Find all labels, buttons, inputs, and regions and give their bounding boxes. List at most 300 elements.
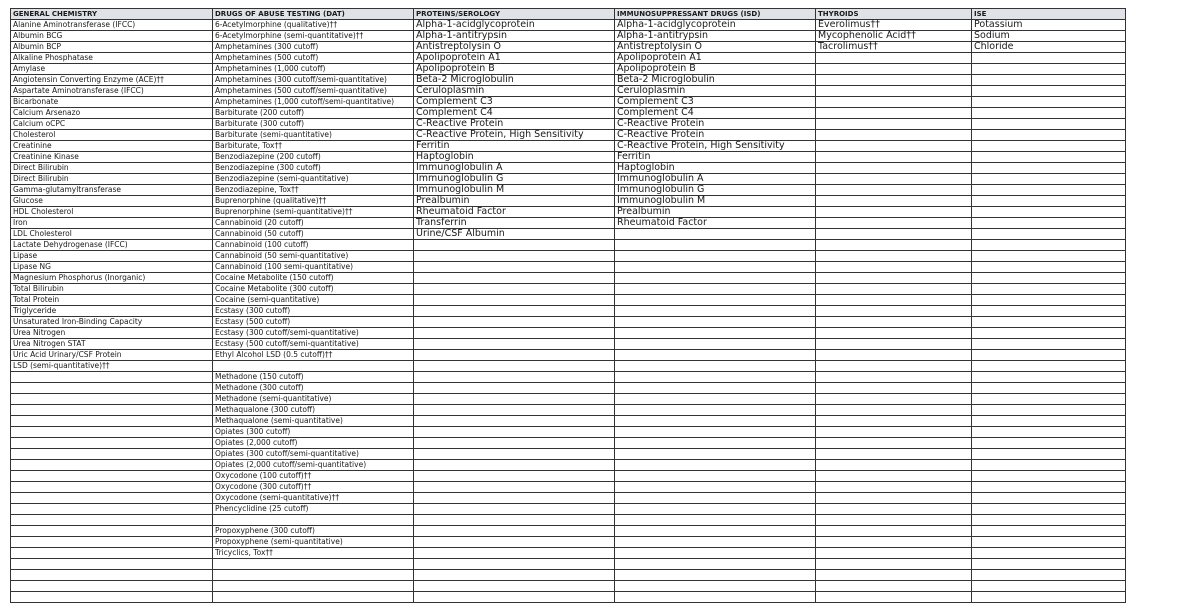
- table-cell: Tricyclics, Tox††: [213, 548, 414, 559]
- table-row: [11, 339, 1126, 350]
- table-cell: LSD (semi-quantitative)††: [11, 361, 213, 372]
- table-cell: [972, 196, 1126, 207]
- table-cell: Oxycodone (100 cutoff)††: [213, 471, 414, 482]
- table-cell: Opiates (2,000 cutoff): [213, 438, 414, 449]
- table-row: [11, 196, 1126, 207]
- table-cell: [615, 471, 816, 482]
- table-cell: [615, 295, 816, 306]
- table-cell: Tacrolimus††: [816, 42, 972, 53]
- table-cell: [816, 207, 972, 218]
- table-cell: [213, 515, 414, 526]
- table-cell: Alpha-1-acidglycoprotein: [615, 20, 816, 31]
- table-cell: Ceruloplasmin: [615, 86, 816, 97]
- table-cell: Mycophenolic Acid††: [816, 31, 972, 42]
- table-row: [11, 262, 1126, 273]
- table-row: [11, 559, 1126, 570]
- table-row: [11, 31, 1126, 42]
- table-row: [11, 427, 1126, 438]
- table-cell: [972, 141, 1126, 152]
- table-body: [11, 20, 1126, 603]
- table-cell: [414, 526, 615, 537]
- table-cell: [972, 471, 1126, 482]
- table-cell: [816, 108, 972, 119]
- table-cell: [615, 548, 816, 559]
- table-cell: [615, 229, 816, 240]
- table-cell: [972, 460, 1126, 471]
- table-cell: [816, 526, 972, 537]
- table-cell: Beta-2 Microglobulin: [615, 75, 816, 86]
- table-cell: [972, 284, 1126, 295]
- table-cell: Benzodiazepine (200 cutoff): [213, 152, 414, 163]
- header-row: [11, 9, 1126, 20]
- table-cell: [414, 592, 615, 603]
- table-cell: [972, 581, 1126, 592]
- table-row: [11, 108, 1126, 119]
- table-cell: [972, 493, 1126, 504]
- table-row: [11, 526, 1126, 537]
- table-cell: [414, 295, 615, 306]
- table-row: [11, 581, 1126, 592]
- table-row: [11, 75, 1126, 86]
- table-cell: [615, 273, 816, 284]
- table-cell: Cholesterol: [11, 130, 213, 141]
- table-cell: [414, 405, 615, 416]
- table-cell: [816, 482, 972, 493]
- table-cell: Immunoglobulin G: [414, 174, 615, 185]
- table-row: [11, 207, 1126, 218]
- table-cell: Propoxyphene (semi-quantitative): [213, 537, 414, 548]
- table-cell: [816, 295, 972, 306]
- table-cell: [414, 361, 615, 372]
- table-cell: Buprenorphine (semi-quantitative)††: [213, 207, 414, 218]
- table-cell: [972, 163, 1126, 174]
- table-cell: [11, 570, 213, 581]
- table-cell: Beta-2 Microglobulin: [414, 75, 615, 86]
- table-cell: Ceruloplasmin: [414, 86, 615, 97]
- table-cell: [816, 251, 972, 262]
- table-cell: Immunoglobulin M: [615, 196, 816, 207]
- table-cell: Lipase: [11, 251, 213, 262]
- table-cell: Direct Bilirubin: [11, 174, 213, 185]
- table-cell: [816, 493, 972, 504]
- table-cell: [816, 548, 972, 559]
- table-row: [11, 64, 1126, 75]
- table-cell: [972, 251, 1126, 262]
- table-row: [11, 383, 1126, 394]
- table-cell: Amphetamines (500 cutoff): [213, 53, 414, 64]
- table-cell: Uric Acid Urinary/CSF Protein: [11, 350, 213, 361]
- table-cell: Ethyl Alcohol LSD (0.5 cutoff)††: [213, 350, 414, 361]
- table-cell: [816, 405, 972, 416]
- table-cell: Benzodiazepine, Tox††: [213, 185, 414, 196]
- table-cell: [615, 262, 816, 273]
- table-cell: [816, 229, 972, 240]
- table-cell: Ecstasy (500 cutoff/semi-quantitative): [213, 339, 414, 350]
- column-header-general-chemistry: GENERAL CHEMISTRY: [11, 9, 213, 20]
- table-cell: [615, 460, 816, 471]
- table-cell: [816, 570, 972, 581]
- table-cell: Apolipoprotein A1: [615, 53, 816, 64]
- table-cell: [11, 438, 213, 449]
- table-row: [11, 460, 1126, 471]
- table-cell: [11, 559, 213, 570]
- table-cell: [816, 504, 972, 515]
- table-cell: Alanine Aminotransferase (IFCC): [11, 20, 213, 31]
- table-cell: [11, 504, 213, 515]
- table-cell: [615, 306, 816, 317]
- table-cell: Cannabinoid (50 cutoff): [213, 229, 414, 240]
- table-cell: [11, 460, 213, 471]
- table-cell: [615, 581, 816, 592]
- table-cell: [414, 493, 615, 504]
- table-row: [11, 218, 1126, 229]
- table-cell: [414, 559, 615, 570]
- table-cell: [414, 515, 615, 526]
- table-cell: C-Reactive Protein: [615, 130, 816, 141]
- table-row: [11, 317, 1126, 328]
- table-cell: [972, 86, 1126, 97]
- table-cell: Methaqualone (300 cutoff): [213, 405, 414, 416]
- table-cell: Lactate Dehydrogenase (IFCC): [11, 240, 213, 251]
- table-cell: Cocaine Metabolite (150 cutoff): [213, 273, 414, 284]
- table-cell: [213, 581, 414, 592]
- table-cell: [816, 273, 972, 284]
- table-cell: [972, 570, 1126, 581]
- table-cell: [414, 427, 615, 438]
- table-cell: [972, 295, 1126, 306]
- table-cell: [816, 339, 972, 350]
- table-row: [11, 471, 1126, 482]
- table-cell: [972, 592, 1126, 603]
- table-row: [11, 174, 1126, 185]
- table-cell: Complement C4: [414, 108, 615, 119]
- table-cell: [972, 97, 1126, 108]
- table-cell: [414, 240, 615, 251]
- table-cell: [972, 152, 1126, 163]
- table-cell: Barbiturate (semi-quantitative): [213, 130, 414, 141]
- table-row: [11, 251, 1126, 262]
- table-row: [11, 185, 1126, 196]
- table-row: [11, 86, 1126, 97]
- table-cell: [816, 174, 972, 185]
- table-cell: Haptoglobin: [414, 152, 615, 163]
- table-cell: [11, 394, 213, 405]
- table-cell: Creatinine Kinase: [11, 152, 213, 163]
- table-cell: Cannabinoid (20 cutoff): [213, 218, 414, 229]
- column-header-proteins-serology: PROTEINS/SEROLOGY: [414, 9, 615, 20]
- table-cell: [11, 537, 213, 548]
- table-cell: [972, 218, 1126, 229]
- table-row: [11, 438, 1126, 449]
- table-cell: [816, 185, 972, 196]
- table-cell: Transferrin: [414, 218, 615, 229]
- table-cell: C-Reactive Protein: [615, 119, 816, 130]
- table-cell: [615, 372, 816, 383]
- table-cell: [414, 471, 615, 482]
- table-cell: [816, 306, 972, 317]
- table-cell: [213, 559, 414, 570]
- table-cell: [414, 537, 615, 548]
- table-cell: [615, 438, 816, 449]
- table-cell: [414, 328, 615, 339]
- table-cell: Barbiturate (300 cutoff): [213, 119, 414, 130]
- table-row: [11, 20, 1126, 31]
- table-cell: Chloride: [972, 42, 1126, 53]
- table-cell: [816, 537, 972, 548]
- table-cell: [414, 317, 615, 328]
- table-cell: [816, 240, 972, 251]
- table-cell: [414, 350, 615, 361]
- table-cell: [816, 383, 972, 394]
- table-row: [11, 130, 1126, 141]
- table-cell: Benzodiazepine (semi-quantitative): [213, 174, 414, 185]
- table-cell: HDL Cholesterol: [11, 207, 213, 218]
- table-cell: Apolipoprotein B: [615, 64, 816, 75]
- column-header-drugs-of-abuse-testing-dat: DRUGS OF ABUSE TESTING (DAT): [213, 9, 414, 20]
- table-cell: Rheumatoid Factor: [414, 207, 615, 218]
- table-cell: 6-Acetylmorphine (semi-quantitative)††: [213, 31, 414, 42]
- table-cell: [213, 361, 414, 372]
- table-cell: [816, 394, 972, 405]
- table-row: [11, 163, 1126, 174]
- table-cell: Urea Nitrogen STAT: [11, 339, 213, 350]
- table-cell: [816, 317, 972, 328]
- table-cell: [816, 152, 972, 163]
- table-cell: [816, 97, 972, 108]
- table-cell: [816, 328, 972, 339]
- table-cell: [615, 394, 816, 405]
- table-cell: [972, 405, 1126, 416]
- table-cell: [816, 75, 972, 86]
- table-row: [11, 240, 1126, 251]
- table-cell: Methadone (150 cutoff): [213, 372, 414, 383]
- column-header-thyroids: THYROIDS: [816, 9, 972, 20]
- table-cell: [615, 339, 816, 350]
- table-cell: Antistreptolysin O: [414, 42, 615, 53]
- table-cell: Potassium: [972, 20, 1126, 31]
- table-cell: Sodium: [972, 31, 1126, 42]
- table-row: [11, 141, 1126, 152]
- table-row: [11, 229, 1126, 240]
- table-cell: Urine/CSF Albumin: [414, 229, 615, 240]
- table-cell: [414, 449, 615, 460]
- table-cell: [414, 504, 615, 515]
- table-cell: [972, 383, 1126, 394]
- table-cell: [11, 405, 213, 416]
- table-cell: Alpha-1-antitrypsin: [615, 31, 816, 42]
- table-cell: [972, 174, 1126, 185]
- table-cell: Antistreptolysin O: [615, 42, 816, 53]
- table-row: [11, 515, 1126, 526]
- table-cell: [11, 471, 213, 482]
- table-cell: [414, 394, 615, 405]
- table-cell: Opiates (300 cutoff): [213, 427, 414, 438]
- table-cell: Complement C3: [414, 97, 615, 108]
- table-cell: Methadone (300 cutoff): [213, 383, 414, 394]
- table-cell: Lipase NG: [11, 262, 213, 273]
- table-cell: Cannabinoid (50 semi-quantitative): [213, 251, 414, 262]
- table-cell: LDL Cholesterol: [11, 229, 213, 240]
- table-cell: Total Protein: [11, 295, 213, 306]
- table-cell: Alkaline Phosphatase: [11, 53, 213, 64]
- table-cell: Amphetamines (300 cutoff): [213, 42, 414, 53]
- table-cell: Opiates (2,000 cutoff/semi-quantitative): [213, 460, 414, 471]
- table-cell: [972, 306, 1126, 317]
- table-cell: [615, 537, 816, 548]
- table-cell: [972, 559, 1126, 570]
- table-cell: [615, 350, 816, 361]
- table-cell: Albumin BCP: [11, 42, 213, 53]
- table-cell: [972, 328, 1126, 339]
- table-cell: [816, 218, 972, 229]
- table-cell: [816, 163, 972, 174]
- table-cell: Immunoglobulin M: [414, 185, 615, 196]
- table-cell: Buprenorphine (qualitative)††: [213, 196, 414, 207]
- table-row: [11, 306, 1126, 317]
- table-cell: [816, 471, 972, 482]
- table-cell: [972, 240, 1126, 251]
- table-cell: Gamma-glutamyltransferase: [11, 185, 213, 196]
- test-menu-table: [10, 8, 1126, 603]
- table-cell: [972, 482, 1126, 493]
- table-cell: [615, 427, 816, 438]
- table-cell: [11, 482, 213, 493]
- table-cell: Immunoglobulin A: [414, 163, 615, 174]
- table-row: [11, 537, 1126, 548]
- table-cell: [11, 372, 213, 383]
- table-cell: [615, 515, 816, 526]
- table-cell: [816, 581, 972, 592]
- table-cell: [972, 372, 1126, 383]
- table-cell: C-Reactive Protein: [414, 119, 615, 130]
- table-cell: Amphetamines (1,000 cutoff): [213, 64, 414, 75]
- table-cell: Oxycodone (300 cutoff)††: [213, 482, 414, 493]
- table-cell: [972, 449, 1126, 460]
- table-cell: [972, 339, 1126, 350]
- table-cell: Bicarbonate: [11, 97, 213, 108]
- table-cell: [414, 383, 615, 394]
- table-cell: Cocaine Metabolite (300 cutoff): [213, 284, 414, 295]
- table-row: [11, 405, 1126, 416]
- table-row: [11, 152, 1126, 163]
- table-cell: Unsaturated Iron-Binding Capacity: [11, 317, 213, 328]
- table-cell: Apolipoprotein A1: [414, 53, 615, 64]
- table-cell: Amphetamines (300 cutoff/semi-quantitative): [213, 75, 414, 86]
- table-cell: Opiates (300 cutoff/semi-quantitative): [213, 449, 414, 460]
- table-cell: [615, 570, 816, 581]
- table-cell: Cocaine (semi-quantitative): [213, 295, 414, 306]
- table-cell: Oxycodone (semi-quantitative)††: [213, 493, 414, 504]
- table-cell: Calcium Arsenazo: [11, 108, 213, 119]
- table-cell: [615, 240, 816, 251]
- table-cell: [615, 449, 816, 460]
- table-row: [11, 361, 1126, 372]
- table-row: [11, 350, 1126, 361]
- table-cell: 6-Acetylmorphine (qualitative)††: [213, 20, 414, 31]
- table-cell: [414, 581, 615, 592]
- table-cell: [414, 570, 615, 581]
- table-row: [11, 53, 1126, 64]
- table-cell: Phencyclidine (25 cutoff): [213, 504, 414, 515]
- table-cell: [414, 482, 615, 493]
- table-cell: Urea Nitrogen: [11, 328, 213, 339]
- table-cell: [615, 559, 816, 570]
- table-row: [11, 482, 1126, 493]
- table-cell: [615, 328, 816, 339]
- table-cell: Haptoglobin: [615, 163, 816, 174]
- table-cell: [816, 119, 972, 130]
- table-cell: [213, 592, 414, 603]
- table-cell: [11, 427, 213, 438]
- table-cell: Magnesium Phosphorus (Inorganic): [11, 273, 213, 284]
- table-cell: [972, 526, 1126, 537]
- table-cell: [816, 361, 972, 372]
- table-cell: [816, 592, 972, 603]
- table-cell: Immunoglobulin A: [615, 174, 816, 185]
- table-cell: C-Reactive Protein, High Sensitivity: [615, 141, 816, 152]
- table-cell: Triglyceride: [11, 306, 213, 317]
- table-cell: [816, 262, 972, 273]
- table-cell: [11, 449, 213, 460]
- table-cell: [11, 416, 213, 427]
- table-cell: Total Bilirubin: [11, 284, 213, 295]
- table-row: [11, 328, 1126, 339]
- table-cell: [615, 526, 816, 537]
- table-cell: Benzodiazepine (300 cutoff): [213, 163, 414, 174]
- table-cell: Cannabinoid (100 semi-quantitative): [213, 262, 414, 273]
- table-row: [11, 284, 1126, 295]
- table-row: [11, 504, 1126, 515]
- table-cell: Angiotensin Converting Enzyme (ACE)††: [11, 75, 213, 86]
- table-cell: [972, 273, 1126, 284]
- table-cell: [816, 64, 972, 75]
- table-cell: [972, 75, 1126, 86]
- table-cell: [414, 339, 615, 350]
- table-cell: Ferritin: [414, 141, 615, 152]
- table-cell: [816, 53, 972, 64]
- table-cell: [11, 383, 213, 394]
- table-cell: [816, 438, 972, 449]
- table-cell: Methadone (semi-quantitative): [213, 394, 414, 405]
- table-cell: [972, 438, 1126, 449]
- table-cell: Barbiturate, Tox††: [213, 141, 414, 152]
- table-cell: [816, 416, 972, 427]
- table-cell: [11, 526, 213, 537]
- table-cell: [414, 372, 615, 383]
- table-cell: Prealbumin: [414, 196, 615, 207]
- column-header-ise: ISE: [972, 9, 1126, 20]
- table-cell: [615, 416, 816, 427]
- table-cell: [615, 251, 816, 262]
- table-cell: [816, 196, 972, 207]
- table-row: [11, 449, 1126, 460]
- table-cell: Alpha-1-acidglycoprotein: [414, 20, 615, 31]
- table-cell: [816, 284, 972, 295]
- table-cell: [615, 284, 816, 295]
- table-cell: [11, 548, 213, 559]
- table-cell: Amylase: [11, 64, 213, 75]
- table-cell: Ferritin: [615, 152, 816, 163]
- table-cell: [414, 306, 615, 317]
- table-cell: Amphetamines (1,000 cutoff/semi-quantitative): [213, 97, 414, 108]
- table-cell: [816, 141, 972, 152]
- table-cell: [11, 493, 213, 504]
- table-cell: Rheumatoid Factor: [615, 218, 816, 229]
- table-cell: [11, 515, 213, 526]
- table-cell: Aspartate Aminotransferase (IFCC): [11, 86, 213, 97]
- table-cell: [816, 559, 972, 570]
- table-cell: Prealbumin: [615, 207, 816, 218]
